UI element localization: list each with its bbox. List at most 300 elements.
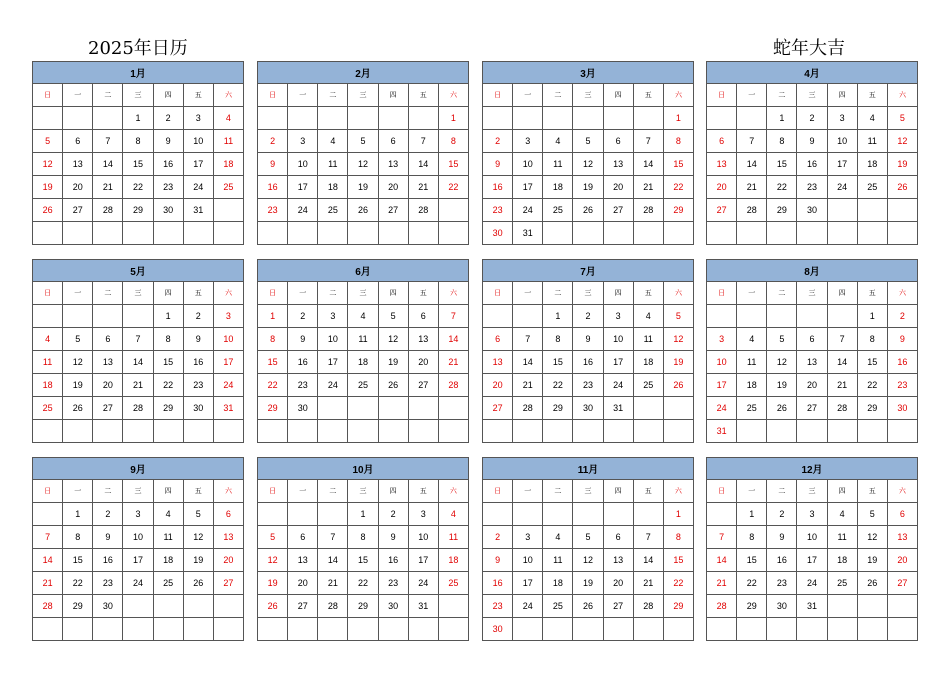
- day-cell: [483, 420, 513, 443]
- day-cell: 5: [887, 107, 917, 130]
- weekday-label: 六: [663, 480, 693, 503]
- month-header: 2月: [258, 62, 469, 84]
- weekday-label: 三: [348, 84, 378, 107]
- day-cell: [797, 305, 827, 328]
- day-cell: 8: [63, 526, 93, 549]
- day-cell: 17: [288, 176, 318, 199]
- day-cell: [737, 420, 767, 443]
- day-cell: [857, 199, 887, 222]
- day-cell: 2: [573, 305, 603, 328]
- weekday-label: 五: [857, 480, 887, 503]
- day-cell: 13: [63, 153, 93, 176]
- day-cell: [213, 199, 243, 222]
- day-cell: 4: [213, 107, 243, 130]
- day-cell: 12: [767, 351, 797, 374]
- day-cell: 16: [93, 549, 123, 572]
- day-cell: 15: [663, 153, 693, 176]
- day-cell: 12: [663, 328, 693, 351]
- day-cell: 27: [887, 572, 917, 595]
- week-row: [707, 420, 918, 443]
- day-cell: 6: [603, 130, 633, 153]
- day-cell: 11: [318, 153, 348, 176]
- weekday-label: 三: [797, 84, 827, 107]
- day-cell: [857, 618, 887, 641]
- day-cell: 26: [348, 199, 378, 222]
- day-cell: [33, 107, 63, 130]
- day-cell: 20: [93, 374, 123, 397]
- day-cell: 29: [63, 595, 93, 618]
- day-cell: 7: [633, 130, 663, 153]
- day-cell: 5: [378, 305, 408, 328]
- day-cell: 17: [183, 153, 213, 176]
- weekday-label: 六: [213, 84, 243, 107]
- day-cell: [408, 420, 438, 443]
- month-calendar: [257, 259, 468, 443]
- day-cell: 27: [213, 572, 243, 595]
- week-row: [258, 572, 469, 595]
- day-cell: 22: [663, 572, 693, 595]
- day-cell: 4: [827, 503, 857, 526]
- week-row: [33, 549, 244, 572]
- day-cell: 14: [633, 153, 663, 176]
- day-cell: 8: [767, 130, 797, 153]
- day-cell: 28: [93, 199, 123, 222]
- day-cell: 18: [543, 176, 573, 199]
- weekday-label: 一: [513, 480, 543, 503]
- day-cell: 14: [93, 153, 123, 176]
- day-cell: 3: [213, 305, 243, 328]
- day-cell: 28: [123, 397, 153, 420]
- month-table: [482, 61, 694, 245]
- weekday-label: 五: [408, 84, 438, 107]
- weekday-row: [258, 84, 469, 107]
- weekday-label: 三: [123, 282, 153, 305]
- day-cell: 31: [408, 595, 438, 618]
- day-cell: 1: [153, 305, 183, 328]
- day-cell: [767, 305, 797, 328]
- weekday-row: [483, 282, 694, 305]
- day-cell: 3: [513, 526, 543, 549]
- day-cell: 17: [513, 572, 543, 595]
- week-row: [33, 420, 244, 443]
- day-cell: 21: [633, 176, 663, 199]
- day-cell: [93, 420, 123, 443]
- week-row: [258, 618, 469, 641]
- weekday-label: 五: [183, 282, 213, 305]
- day-cell: 30: [573, 397, 603, 420]
- weekday-label: 六: [213, 480, 243, 503]
- day-cell: 21: [827, 374, 857, 397]
- day-cell: 14: [408, 153, 438, 176]
- day-cell: [93, 222, 123, 245]
- day-cell: [33, 420, 63, 443]
- day-cell: 11: [857, 130, 887, 153]
- day-cell: 5: [348, 130, 378, 153]
- day-cell: 26: [663, 374, 693, 397]
- day-cell: [513, 420, 543, 443]
- day-cell: 17: [408, 549, 438, 572]
- day-cell: [573, 420, 603, 443]
- day-cell: 16: [573, 351, 603, 374]
- day-cell: 15: [438, 153, 468, 176]
- day-cell: 18: [33, 374, 63, 397]
- week-row: [258, 351, 469, 374]
- day-cell: 6: [213, 503, 243, 526]
- weekday-label: 日: [258, 282, 288, 305]
- day-cell: 25: [318, 199, 348, 222]
- day-cell: 16: [767, 549, 797, 572]
- month-calendar: [706, 61, 917, 245]
- weekday-label: 二: [543, 84, 573, 107]
- day-cell: [183, 420, 213, 443]
- day-cell: 27: [63, 199, 93, 222]
- month-table: [32, 259, 244, 443]
- day-cell: [483, 503, 513, 526]
- day-cell: [348, 420, 378, 443]
- day-cell: [288, 503, 318, 526]
- day-cell: 3: [827, 107, 857, 130]
- day-cell: 22: [737, 572, 767, 595]
- day-cell: [408, 222, 438, 245]
- day-cell: 13: [603, 153, 633, 176]
- day-cell: [603, 503, 633, 526]
- day-cell: 26: [573, 595, 603, 618]
- week-row: [707, 618, 918, 641]
- day-cell: 24: [827, 176, 857, 199]
- day-cell: 14: [318, 549, 348, 572]
- day-cell: 10: [513, 153, 543, 176]
- day-cell: 11: [543, 153, 573, 176]
- week-row: [707, 572, 918, 595]
- day-cell: 24: [603, 374, 633, 397]
- weekday-label: 一: [288, 282, 318, 305]
- day-cell: [707, 222, 737, 245]
- week-row: [707, 153, 918, 176]
- day-cell: 2: [258, 130, 288, 153]
- day-cell: 28: [633, 595, 663, 618]
- week-row: [33, 397, 244, 420]
- day-cell: [827, 199, 857, 222]
- month-table: [706, 457, 918, 641]
- day-cell: 2: [153, 107, 183, 130]
- day-cell: [887, 199, 917, 222]
- weekday-label: 五: [183, 480, 213, 503]
- day-cell: 31: [513, 222, 543, 245]
- week-row: [707, 199, 918, 222]
- day-cell: 17: [513, 176, 543, 199]
- day-cell: 12: [33, 153, 63, 176]
- day-cell: 8: [737, 526, 767, 549]
- day-cell: [438, 199, 468, 222]
- day-cell: 22: [438, 176, 468, 199]
- weekday-label: 六: [887, 480, 917, 503]
- day-cell: 22: [258, 374, 288, 397]
- day-cell: 23: [153, 176, 183, 199]
- day-cell: 2: [378, 503, 408, 526]
- day-cell: [633, 618, 663, 641]
- day-cell: 9: [483, 153, 513, 176]
- day-cell: [183, 595, 213, 618]
- day-cell: 23: [378, 572, 408, 595]
- calendar-motto: 蛇年大吉: [773, 38, 845, 59]
- day-cell: [93, 305, 123, 328]
- day-cell: [483, 305, 513, 328]
- week-row: [707, 328, 918, 351]
- month-table: [706, 259, 918, 443]
- month-header: 4月: [707, 62, 918, 84]
- day-cell: 9: [483, 549, 513, 572]
- day-cell: 9: [797, 130, 827, 153]
- day-cell: 21: [438, 351, 468, 374]
- day-cell: 28: [707, 595, 737, 618]
- day-cell: 21: [633, 572, 663, 595]
- day-cell: 9: [258, 153, 288, 176]
- week-row: [483, 305, 694, 328]
- day-cell: 1: [663, 503, 693, 526]
- weekday-label: 五: [408, 282, 438, 305]
- month-table: [257, 457, 469, 641]
- week-row: [258, 222, 469, 245]
- day-cell: 20: [887, 549, 917, 572]
- day-cell: 26: [767, 397, 797, 420]
- day-cell: 27: [603, 199, 633, 222]
- day-cell: 23: [183, 374, 213, 397]
- day-cell: [707, 503, 737, 526]
- day-cell: 17: [797, 549, 827, 572]
- day-cell: 12: [63, 351, 93, 374]
- day-cell: 10: [513, 549, 543, 572]
- day-cell: [797, 222, 827, 245]
- day-cell: [123, 595, 153, 618]
- day-cell: 18: [348, 351, 378, 374]
- day-cell: [213, 222, 243, 245]
- day-cell: 8: [123, 130, 153, 153]
- day-cell: 1: [123, 107, 153, 130]
- day-cell: [63, 305, 93, 328]
- weekday-label: 三: [123, 84, 153, 107]
- day-cell: 1: [663, 107, 693, 130]
- day-cell: 18: [543, 572, 573, 595]
- day-cell: 9: [767, 526, 797, 549]
- day-cell: 4: [153, 503, 183, 526]
- week-row: [33, 351, 244, 374]
- day-cell: 16: [483, 572, 513, 595]
- day-cell: [887, 595, 917, 618]
- day-cell: 9: [887, 328, 917, 351]
- day-cell: [408, 618, 438, 641]
- day-cell: 25: [213, 176, 243, 199]
- weekday-label: 三: [573, 282, 603, 305]
- day-cell: [737, 618, 767, 641]
- day-cell: 20: [483, 374, 513, 397]
- week-row: [483, 153, 694, 176]
- day-cell: 22: [857, 374, 887, 397]
- day-cell: 3: [123, 503, 153, 526]
- day-cell: 31: [183, 199, 213, 222]
- month-header: 7月: [483, 260, 694, 282]
- week-row: [33, 374, 244, 397]
- day-cell: 2: [93, 503, 123, 526]
- weekday-label: 日: [483, 84, 513, 107]
- weekday-label: 二: [767, 84, 797, 107]
- weekday-label: 四: [827, 282, 857, 305]
- day-cell: 20: [603, 572, 633, 595]
- weekday-label: 三: [797, 480, 827, 503]
- weekday-label: 四: [378, 84, 408, 107]
- day-cell: [573, 107, 603, 130]
- weekday-label: 六: [887, 282, 917, 305]
- weekday-label: 一: [737, 282, 767, 305]
- day-cell: 9: [378, 526, 408, 549]
- day-cell: 29: [123, 199, 153, 222]
- weekday-label: 五: [633, 480, 663, 503]
- day-cell: 7: [408, 130, 438, 153]
- day-cell: 10: [707, 351, 737, 374]
- day-cell: 14: [513, 351, 543, 374]
- day-cell: [123, 420, 153, 443]
- day-cell: 1: [737, 503, 767, 526]
- week-row: [483, 526, 694, 549]
- day-cell: 7: [33, 526, 63, 549]
- day-cell: 17: [213, 351, 243, 374]
- weekday-label: 五: [633, 282, 663, 305]
- weekday-label: 日: [707, 480, 737, 503]
- day-cell: [33, 305, 63, 328]
- day-cell: 30: [767, 595, 797, 618]
- day-cell: 24: [213, 374, 243, 397]
- day-cell: 20: [213, 549, 243, 572]
- day-cell: 30: [378, 595, 408, 618]
- day-cell: 27: [378, 199, 408, 222]
- weekday-label: 四: [603, 84, 633, 107]
- day-cell: [258, 107, 288, 130]
- day-cell: 4: [438, 503, 468, 526]
- weekday-row: [33, 282, 244, 305]
- day-cell: 19: [767, 374, 797, 397]
- weekday-label: 一: [737, 84, 767, 107]
- day-cell: 21: [737, 176, 767, 199]
- day-cell: 4: [318, 130, 348, 153]
- day-cell: 24: [318, 374, 348, 397]
- day-cell: [378, 222, 408, 245]
- week-row: [707, 549, 918, 572]
- day-cell: [827, 305, 857, 328]
- day-cell: 13: [408, 328, 438, 351]
- day-cell: 5: [663, 305, 693, 328]
- day-cell: [288, 107, 318, 130]
- day-cell: 7: [318, 526, 348, 549]
- day-cell: [857, 222, 887, 245]
- day-cell: 19: [573, 176, 603, 199]
- day-cell: 16: [483, 176, 513, 199]
- day-cell: 20: [797, 374, 827, 397]
- day-cell: 6: [603, 526, 633, 549]
- month-calendar: [482, 259, 693, 443]
- day-cell: 14: [633, 549, 663, 572]
- day-cell: [378, 397, 408, 420]
- week-row: [483, 549, 694, 572]
- day-cell: 7: [633, 526, 663, 549]
- day-cell: 24: [707, 397, 737, 420]
- day-cell: 7: [123, 328, 153, 351]
- day-cell: 17: [123, 549, 153, 572]
- weekday-label: 四: [153, 480, 183, 503]
- day-cell: 6: [707, 130, 737, 153]
- day-cell: 3: [797, 503, 827, 526]
- day-cell: 7: [438, 305, 468, 328]
- day-cell: 1: [857, 305, 887, 328]
- day-cell: 21: [707, 572, 737, 595]
- month-calendar: [482, 457, 693, 641]
- week-row: [258, 595, 469, 618]
- day-cell: [633, 420, 663, 443]
- day-cell: [887, 222, 917, 245]
- day-cell: [378, 618, 408, 641]
- day-cell: 23: [288, 374, 318, 397]
- weekday-row: [33, 84, 244, 107]
- day-cell: 6: [378, 130, 408, 153]
- week-row: [707, 351, 918, 374]
- day-cell: 14: [707, 549, 737, 572]
- day-cell: 15: [123, 153, 153, 176]
- day-cell: 4: [348, 305, 378, 328]
- day-cell: [797, 420, 827, 443]
- day-cell: 10: [183, 130, 213, 153]
- week-row: [33, 305, 244, 328]
- day-cell: 7: [707, 526, 737, 549]
- day-cell: [153, 222, 183, 245]
- day-cell: 27: [288, 595, 318, 618]
- month-table: [482, 457, 694, 641]
- month-calendar: [482, 61, 693, 245]
- day-cell: 26: [33, 199, 63, 222]
- day-cell: 19: [887, 153, 917, 176]
- weekday-label: 四: [603, 480, 633, 503]
- day-cell: 7: [827, 328, 857, 351]
- day-cell: 27: [93, 397, 123, 420]
- day-cell: 22: [153, 374, 183, 397]
- weekday-label: 一: [513, 282, 543, 305]
- weekday-label: 日: [483, 480, 513, 503]
- day-cell: 28: [408, 199, 438, 222]
- day-cell: [633, 107, 663, 130]
- day-cell: 8: [663, 130, 693, 153]
- week-row: [33, 328, 244, 351]
- day-cell: 30: [183, 397, 213, 420]
- day-cell: [183, 222, 213, 245]
- day-cell: 5: [767, 328, 797, 351]
- day-cell: [318, 420, 348, 443]
- day-cell: 6: [288, 526, 318, 549]
- day-cell: 16: [183, 351, 213, 374]
- day-cell: 25: [348, 374, 378, 397]
- week-row: [258, 153, 469, 176]
- day-cell: 21: [93, 176, 123, 199]
- day-cell: [438, 618, 468, 641]
- day-cell: 12: [857, 526, 887, 549]
- month-table: [32, 61, 244, 245]
- day-cell: 29: [737, 595, 767, 618]
- day-cell: 19: [63, 374, 93, 397]
- day-cell: 5: [258, 526, 288, 549]
- day-cell: 2: [887, 305, 917, 328]
- day-cell: [573, 503, 603, 526]
- weekday-row: [707, 282, 918, 305]
- day-cell: [663, 222, 693, 245]
- day-cell: 15: [258, 351, 288, 374]
- day-cell: 28: [318, 595, 348, 618]
- week-row: [707, 397, 918, 420]
